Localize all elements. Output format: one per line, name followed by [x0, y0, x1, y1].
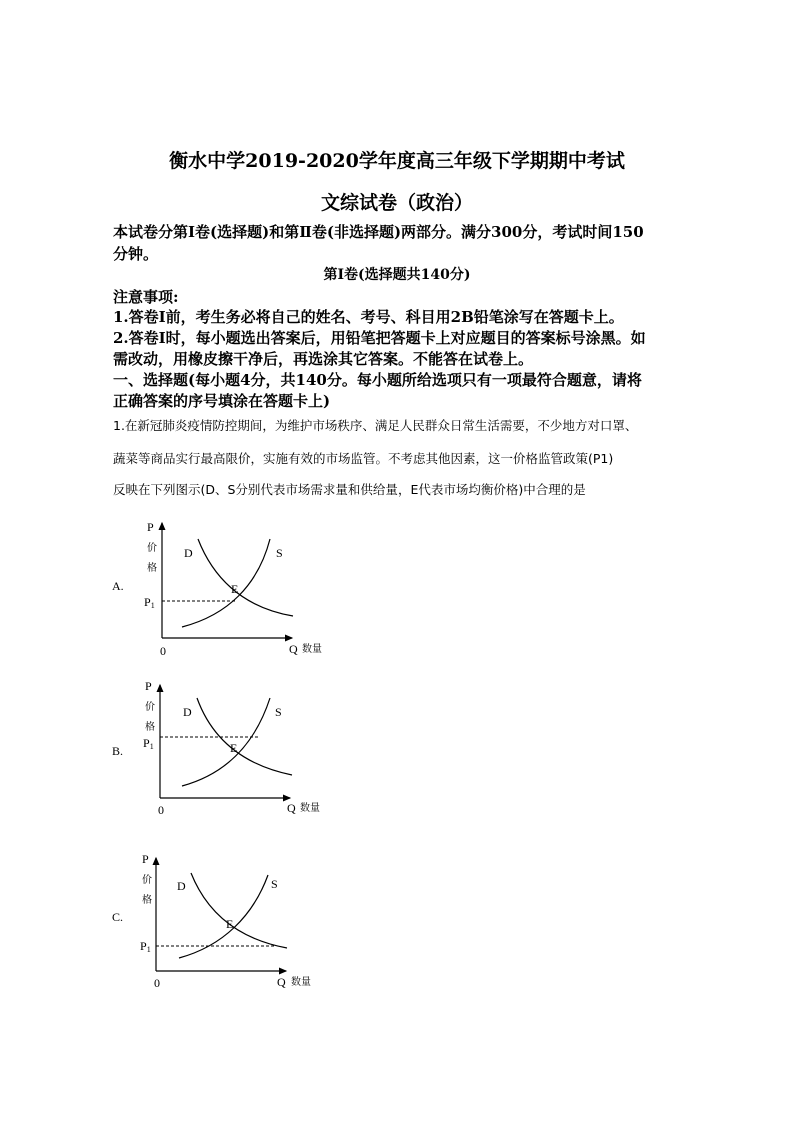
p-axis-label: P [145, 679, 152, 693]
supply-label: S [275, 705, 282, 719]
supply-curve [182, 698, 270, 786]
p-axis-label: P [147, 520, 154, 534]
part-title-line-2: 正确答案的序号填涂在答题卡上) [113, 392, 331, 410]
exam-subtitle: 文综试卷（政治） [320, 192, 473, 214]
quantity-word: 数量 [291, 977, 311, 988]
demand-label: D [184, 546, 193, 560]
demand-label: D [183, 705, 192, 719]
price-word-1: 价 [142, 875, 152, 886]
part-title-line-1: 一、选择题(每小题4分，共140分。每小题所给选项只有一项最符合题意，请将 [113, 371, 642, 389]
exam-title: 衡水中学2019-2020学年度高三年级下学期期中考试 [169, 150, 625, 172]
q-axis-label: Q [277, 975, 286, 989]
origin-label: 0 [158, 803, 164, 817]
notice-item-2: 2.答卷Ⅰ时，每小题选出答案后，用铅笔把答题卡上对应题目的答案标号涂黑。如 [113, 329, 646, 347]
price-word-1: 价 [145, 702, 155, 713]
equilibrium-label: E [226, 917, 234, 931]
option-c-graph [125, 850, 335, 995]
option-c-label: C. [112, 910, 124, 924]
option-b-label: B. [112, 744, 124, 758]
intro-line-1: 本试卷分第Ⅰ卷(选择题)和第Ⅱ卷(非选择题)两部分。满分300分，考试时间150 [113, 223, 644, 241]
option-b-graph [130, 676, 340, 821]
q-axis-label: Q [287, 801, 296, 815]
section-heading: 第Ⅰ卷(选择题共140分) [323, 267, 471, 283]
price-word-2: 格 [147, 563, 157, 574]
notice-title: 注意事项: [113, 288, 179, 306]
p-axis-label: P [142, 852, 149, 866]
quantity-word: 数量 [302, 644, 322, 655]
question-line-3: 反映在下列图示(D、S分别代表市场需求量和供给量，E代表市场均衡价格)中合理的是 [113, 482, 586, 497]
notice-item-2-cont: 需改动，用橡皮擦干净后，再选涂其它答案。不能答在试卷上。 [113, 350, 534, 368]
question-line-2: 蔬菜等商品实行最高限价，实施有效的市场监管。不考虑其他因素，这一价格监管政策(P1) [113, 451, 614, 466]
p1-label: P1 [144, 595, 155, 610]
option-a-label: A. [112, 579, 124, 593]
option-a-graph [130, 515, 340, 660]
question-line-1: 1.在新冠肺炎疫情防控期间，为维护市场秩序、满足人民群众日常生活需要，不少地方对口罩、 [113, 418, 638, 433]
quantity-word: 数量 [300, 803, 320, 814]
supply-label: S [271, 877, 278, 891]
price-word-2: 格 [142, 895, 152, 906]
price-word-2: 格 [145, 722, 155, 733]
intro-line-2: 分钟。 [113, 245, 159, 263]
notice-item-1: 1.答卷Ⅰ前，考生务必将自己的姓名、考号、科目用2B铅笔涂写在答题卡上。 [113, 308, 624, 326]
origin-label: 0 [154, 976, 160, 990]
demand-label: D [177, 879, 186, 893]
p1-label: P1 [140, 939, 151, 954]
origin-label: 0 [160, 644, 166, 658]
supply-label: S [276, 546, 283, 560]
p1-label: P1 [143, 736, 154, 751]
equilibrium-label: E [230, 741, 238, 755]
price-word-1: 价 [147, 543, 157, 554]
q-axis-label: Q [289, 642, 298, 656]
equilibrium-label: E [231, 582, 239, 596]
